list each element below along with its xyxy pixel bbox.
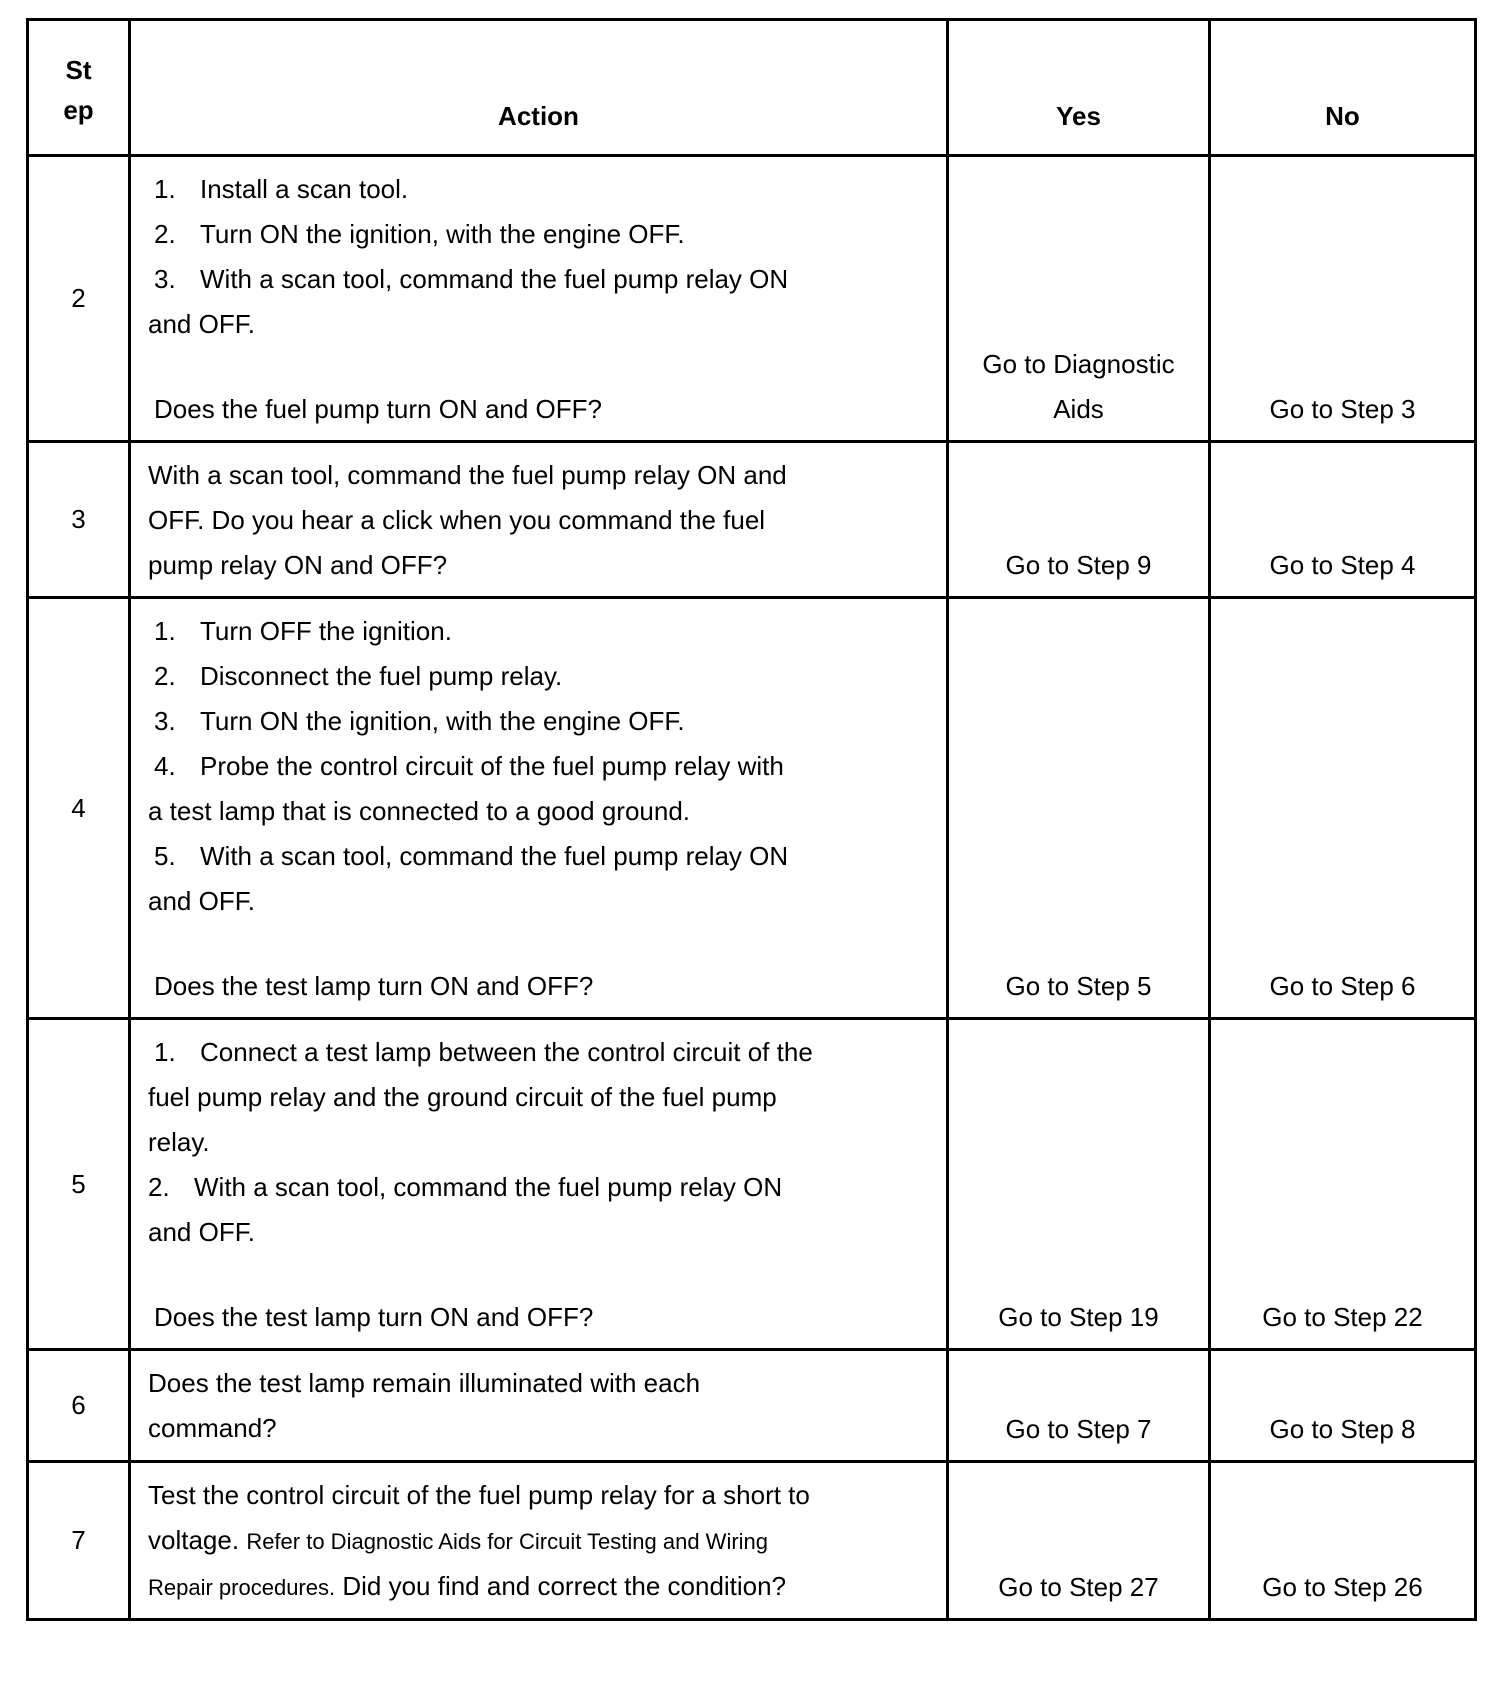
action-cell [130,1462,948,1620]
table-row [28,1462,1476,1620]
yes-line-2: Aids [1053,394,1104,424]
action-line: OFF. Do you hear a click when you command the fuel [148,505,766,535]
action-continuation: relay. [148,1127,210,1157]
action-item: 5. With a scan tool, command the fuel pump relay ON [154,841,789,871]
table-row [28,1019,1476,1350]
step-number: 2 [28,156,130,442]
action-cell [130,156,948,442]
step-number: 7 [28,1462,130,1620]
action-item: 3. With a scan tool, command the fuel pump relay ON [154,264,789,294]
step-number: 4 [28,598,130,1019]
action-cell [130,442,948,598]
action-line: Does the test lamp remain illuminated with each [148,1368,701,1398]
action-continuation: fuel pump relay and the ground circuit of the fuel pump [148,1082,777,1112]
action-item: 1. Turn OFF the ignition. [154,616,452,646]
header-step-line-1: St [65,55,92,85]
action-item: 4. Probe the control circuit of the fuel pump relay with [154,751,784,781]
action-item: 1. Install a scan tool. [154,174,409,204]
action-line: pump relay ON and OFF? [148,550,448,580]
header-action: Action [130,20,948,156]
yes-cell: Go to Step 27 [948,1462,1210,1620]
table-row [28,598,1476,1019]
no-cell: Go to Step 4 [1210,442,1476,598]
no-cell: Go to Step 22 [1210,1019,1476,1350]
yes-cell: Go to Step 19 [948,1019,1210,1350]
yes-cell: Go to Step 5 [948,598,1210,1019]
header-yes: Yes [948,20,1210,156]
action-line: Repair procedures. Did you find and correct the condition? [148,1571,787,1601]
no-cell: Go to Step 6 [1210,598,1476,1019]
header-step-line-2: ep [63,95,94,125]
action-continuation: and OFF. [148,309,255,339]
action-line: command? [148,1413,277,1443]
header-row [28,20,1476,156]
action-continuation: a test lamp that is connected to a good ground. [148,796,691,826]
action-item: 2. With a scan tool, command the fuel pump relay ON [148,1172,783,1202]
action-continuation: and OFF. [148,1217,255,1247]
action-cell [130,598,948,1019]
action-item: 3. Turn ON the ignition, with the engine OFF. [154,706,685,736]
action-continuation: and OFF. [148,886,255,916]
table-row [28,442,1476,598]
action-question: Does the fuel pump turn ON and OFF? [154,394,602,424]
table-row [28,156,1476,442]
action-line: With a scan tool, command the fuel pump relay ON and [148,460,787,490]
yes-cell: Go to Step 7 [948,1350,1210,1462]
action-item: 2. Disconnect the fuel pump relay. [154,661,563,691]
no-cell: Go to Step 3 [1210,156,1476,442]
no-cell: Go to Step 26 [1210,1462,1476,1620]
action-line: Test the control circuit of the fuel pump relay for a short to [148,1480,810,1510]
step-number: 5 [28,1019,130,1350]
diagnostic-table [26,18,1477,1621]
action-question: Does the test lamp turn ON and OFF? [154,971,594,1001]
action-cell [130,1019,948,1350]
action-item: 2. Turn ON the ignition, with the engine OFF. [154,219,685,249]
yes-cell: Go to Step 9 [948,442,1210,598]
step-number: 3 [28,442,130,598]
action-question: Does the test lamp turn ON and OFF? [154,1302,594,1332]
header-no: No [1210,20,1476,156]
action-item: 1. Connect a test lamp between the control circuit of the [154,1037,813,1067]
step-number: 6 [28,1350,130,1462]
action-line: voltage. Refer to Diagnostic Aids for Circuit Testing and Wiring [148,1525,769,1555]
no-cell: Go to Step 8 [1210,1350,1476,1462]
table-row [28,1350,1476,1462]
header-step [28,20,130,156]
yes-cell [948,156,1210,442]
yes-line-1: Go to Diagnostic [982,349,1175,379]
action-cell [130,1350,948,1462]
